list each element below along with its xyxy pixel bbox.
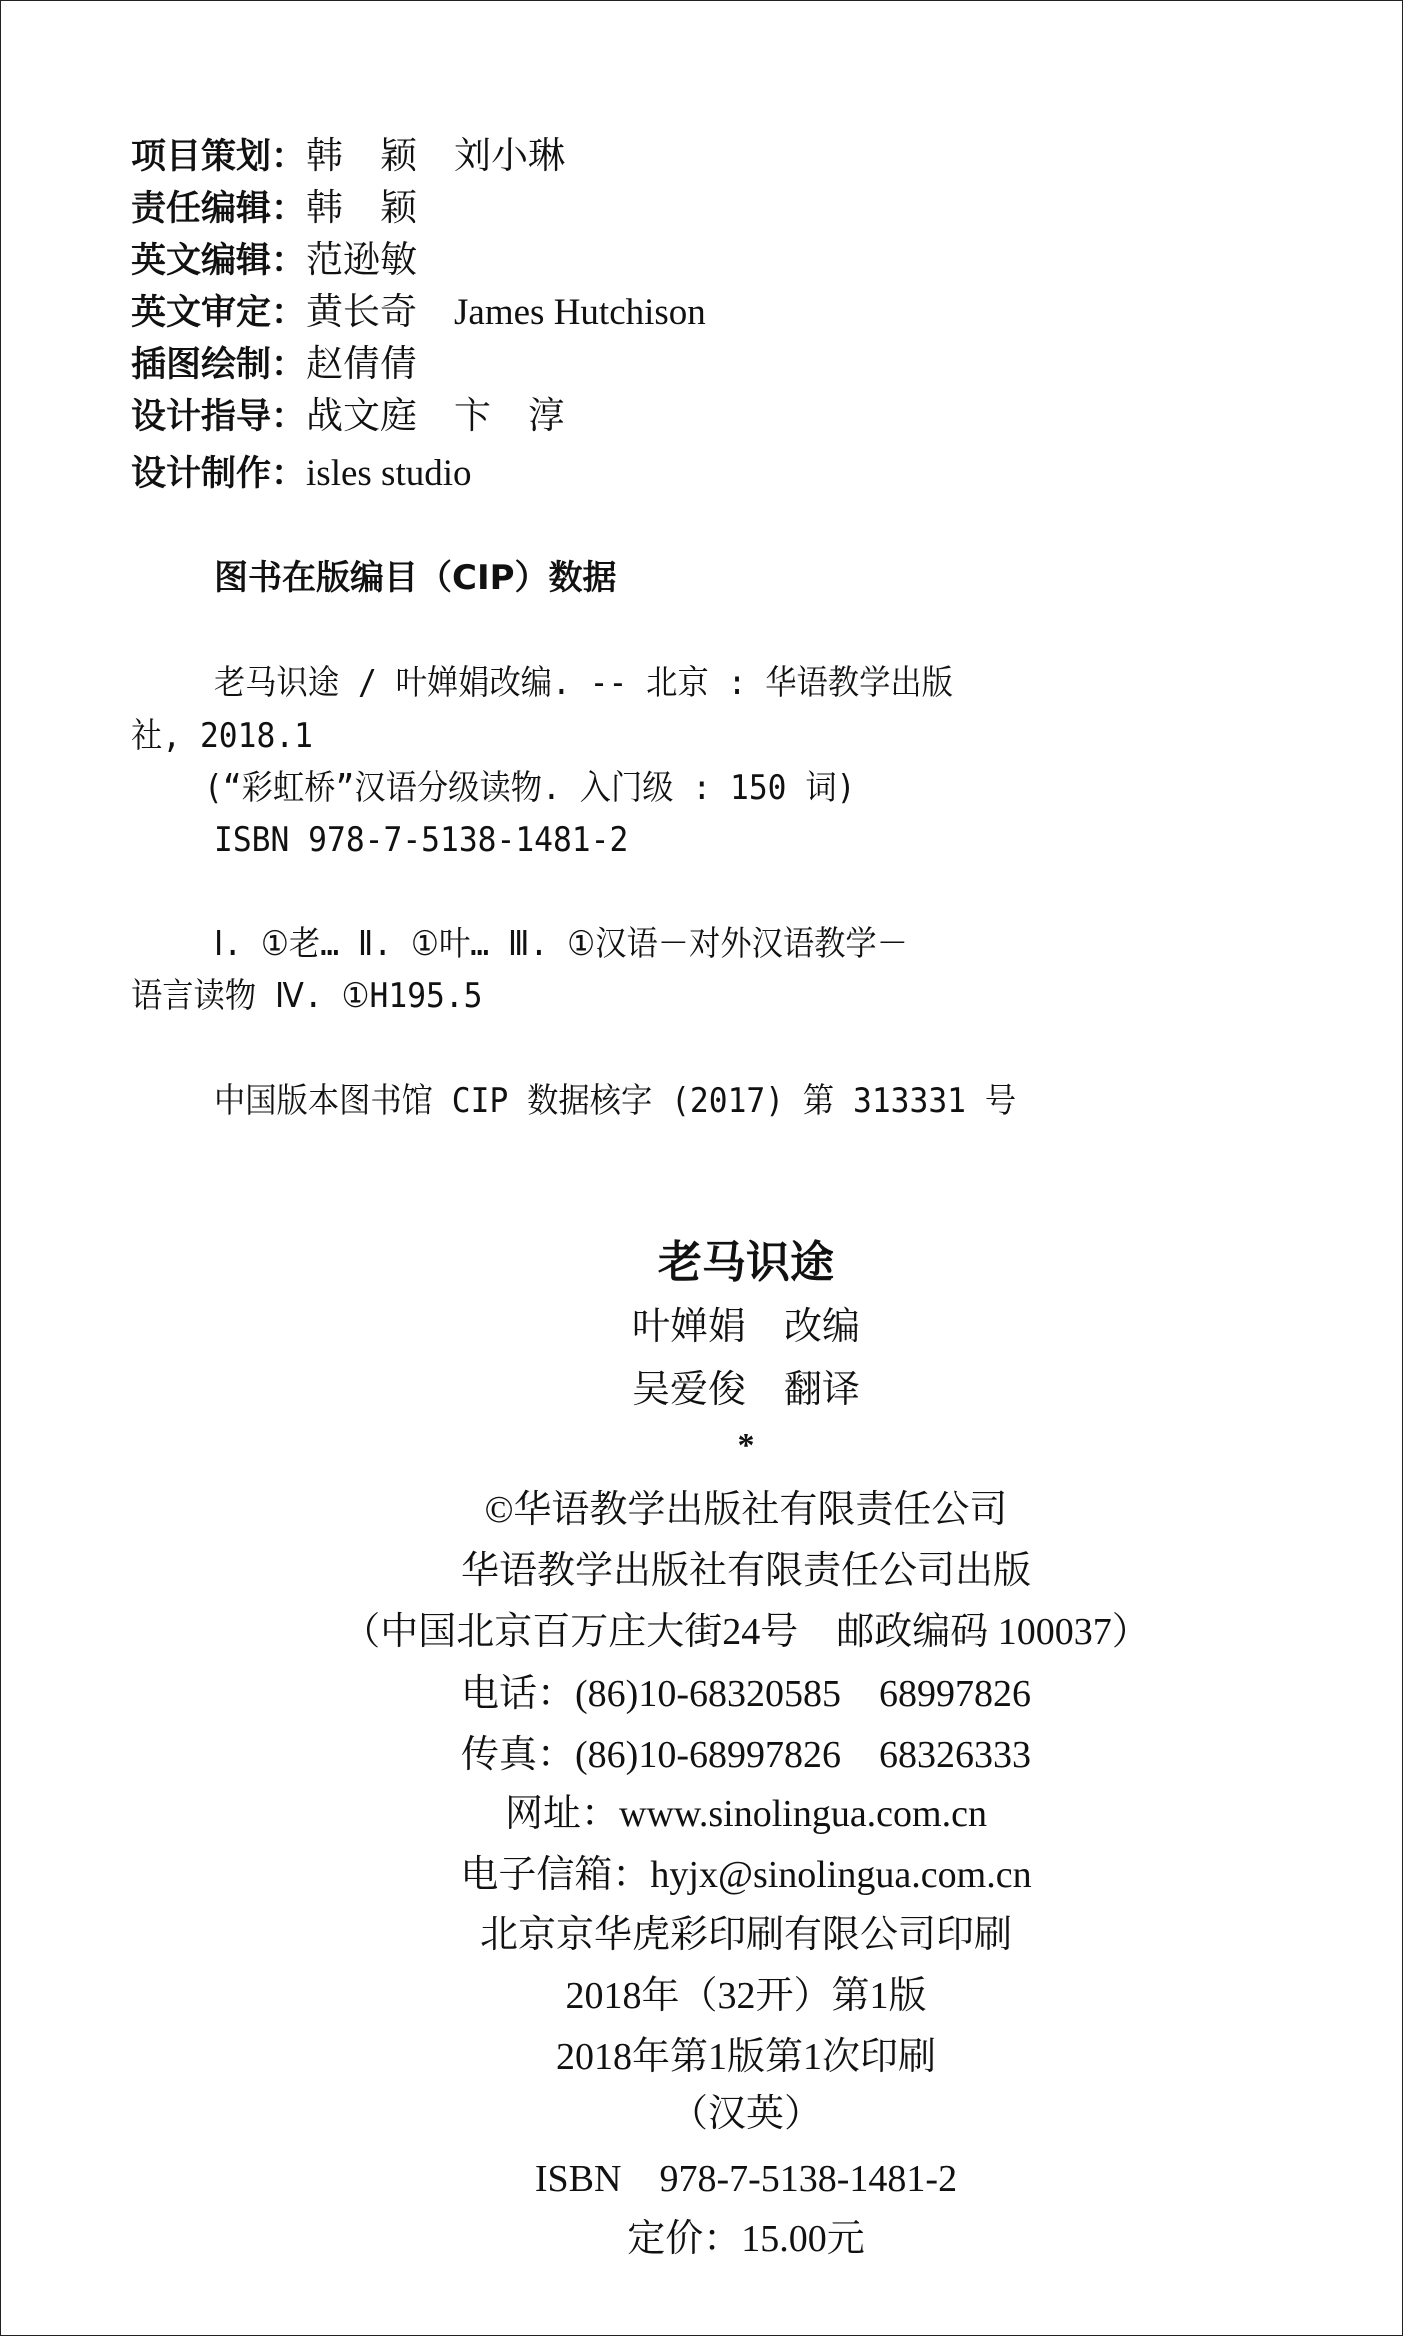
- colophon-line: 传真：(86)10-68997826 68326333: [461, 1734, 1031, 1776]
- colophon-price: 定价：15.00元: [627, 2218, 865, 2260]
- colon: ：: [271, 137, 307, 177]
- translator: 吴爱俊 翻译: [631, 1369, 860, 1411]
- colophon-line: 网址：www.sinolingua.com.cn: [505, 1793, 987, 1835]
- star-separator: *: [737, 1427, 755, 1464]
- credit-value: isles studio: [306, 453, 472, 494]
- cip-subject-line: Ⅰ. ①老… Ⅱ. ①叶… Ⅲ. ①汉语－对外汉语教学－: [214, 924, 908, 964]
- book-title: 老马识途: [658, 1237, 834, 1288]
- colophon-line: 电话：(86)10-68320585 68997826: [461, 1673, 1031, 1715]
- cip-line: (“彩虹桥”汉语分级读物. 入门级 : 150 词): [204, 768, 856, 808]
- colophon-line: ©华语教学出版社有限责任公司: [484, 1489, 1008, 1531]
- credit-line: [131, 294, 706, 331]
- colophon-line: 2018年（32开）第1版: [565, 1975, 927, 2017]
- credit-label: 英文编辑: [131, 241, 272, 281]
- cip-heading: 图书在版编目（CIP）数据: [214, 558, 617, 598]
- colophon-line: 2018年第1版第1次印刷: [555, 2036, 936, 2078]
- colophon-line: 北京京华虎彩印刷有限公司印刷: [479, 1914, 1012, 1956]
- adapter: 叶婵娟 改编: [631, 1306, 860, 1348]
- credit-label: 插图绘制: [131, 345, 272, 385]
- credit-value: 战文庭 卞 淳: [306, 396, 566, 437]
- colon: ：: [271, 345, 307, 385]
- colophon-line: 华语教学出版社有限责任公司出版: [460, 1550, 1031, 1592]
- credit-label: 设计制作: [131, 454, 272, 494]
- credit-value: 韩 颖 刘小琳: [306, 136, 566, 177]
- cip-line: 社, 2018.1: [131, 716, 313, 756]
- colon: ：: [271, 293, 307, 333]
- colophon-isbn: ISBN 978-7-5138-1481-2: [534, 2158, 958, 2200]
- cip-line: ISBN 978-7-5138-1481-2: [214, 820, 629, 860]
- credit-line: [131, 346, 417, 383]
- credit-value: 赵倩倩: [306, 344, 418, 385]
- credit-label: 英文审定: [131, 293, 272, 333]
- credit-value: 黄长奇 James Hutchison: [306, 292, 706, 333]
- credit-label: 责任编辑: [131, 189, 272, 229]
- colon: ：: [271, 241, 307, 281]
- credit-value: 韩 颖: [306, 188, 418, 229]
- colophon-line: 电子信箱：hyjx@sinolingua.com.cn: [460, 1854, 1032, 1896]
- credit-line: [131, 190, 417, 227]
- credit-label: 设计指导: [131, 397, 272, 437]
- colon: ：: [271, 189, 307, 229]
- colon: ：: [271, 397, 307, 437]
- credit-line: [131, 138, 565, 175]
- cip-subject-line: 语言读物 Ⅳ. ①H195.5: [131, 976, 483, 1016]
- cip-line: 老马识途 / 叶婵娟改编. -- 北京 : 华语教学出版: [214, 663, 953, 703]
- colophon-line: （汉英）: [669, 2093, 822, 2135]
- credit-line: [131, 242, 417, 279]
- credit-label: 项目策划: [131, 137, 272, 177]
- colon: ：: [271, 454, 307, 494]
- credit-value: 范逊敏: [306, 240, 418, 281]
- credit-line: [131, 398, 565, 435]
- colophon-line: （中国北京百万庄大街24号 邮政编码 100037）: [342, 1611, 1150, 1653]
- cip-number: 中国版本图书馆 CIP 数据核字 (2017) 第 313331 号: [214, 1081, 1017, 1121]
- credit-line: [131, 455, 472, 492]
